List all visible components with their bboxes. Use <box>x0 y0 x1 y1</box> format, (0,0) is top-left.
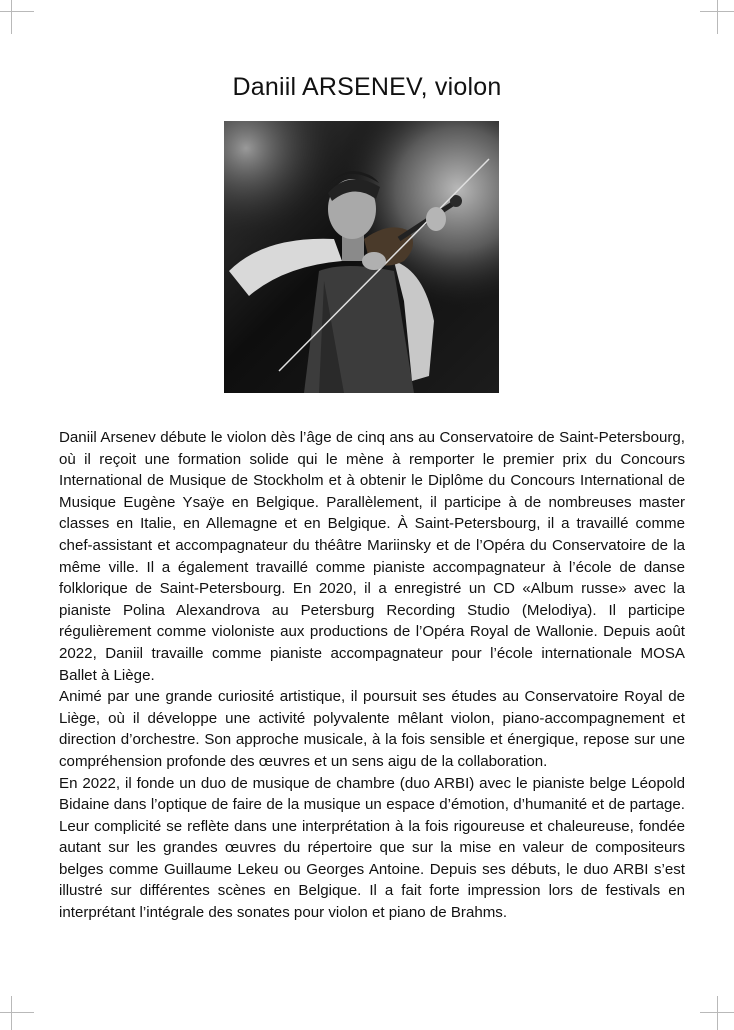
bio-paragraph: Animé par une grande curiosité artistique, il poursuit ses études au Conservatoire Royal de Liège, où il développe une activité polyvalente mêlant violon, piano-accompagnement et direction d’orchestre. Son approche musicale, à la fois sensible et énergique, repose sur une compréhension profonde des œuvres et un sens aigu de la collaboration. <box>59 688 685 770</box>
crop-mark-bottom-left <box>11 996 12 1030</box>
violinist-photo <box>224 121 499 393</box>
bio-paragraph: En 2022, il fonde un duo de musique de chambre (duo ARBI) avec le pianiste belge Léopold Bidaine dans l’optique de faire de la musique un espace d’émotion, d’humanité et de partage. Leur complicité se reflète dans une interprétation à la fois rigoureuse et chaleureuse, fondée autant sur les grandes œuvres du répertoire que sur la mise en valeur de compositeurs belges comme Guillaume Lekeu ou Georges Antoine. Depuis ses débuts, le duo ARBI s’est illustré sur différentes scènes en Belgique. Il a fait forte impression lors de festivals en interprétant l’intégrale des sonates pour violon et piano de Brahms. <box>59 774 685 922</box>
crop-mark-top-right <box>717 0 718 34</box>
biography-text <box>59 427 685 924</box>
crop-mark-bottom-left <box>0 1012 34 1013</box>
crop-mark-top-left <box>11 0 12 34</box>
page-title: Daniil ARSENEV, violon <box>232 72 502 101</box>
crop-mark-top-left <box>0 11 34 12</box>
bio-paragraph: Daniil Arsenev débute le violon dès l’âge de cinq ans au Conservatoire de Saint-Petersbourg, où il reçoit une formation solide qui le mène à remporter le premier prix du Concours International de Musique de Stockholm et à obtenir le Diplôme du Concours International de Musique Eugène Ysaÿe en Belgique. Parallèlement, il participe à de nombreuses master classes en Italie, en Allemagne et en Belgique. À Saint-Petersbourg, il a travaillé comme chef-assistant et accompagnateur du théâtre Mariinsky et de l’Opéra du Conservatoire de la même ville. Il a également travaillé comme pianiste accompagnateur à l’école de danse folklorique de Saint-Petersbourg. En 2020, il a enregistré un CD «Album russe» avec la pianiste Polina Alexandrova au Petersburg Recording Studio (Melodiya). Il participe régulièrement comme violoniste aux productions de l’Opéra Royal de Wallonie. Depuis août 2022, Daniil travaille comme pianiste accompagnateur pour l’école internationale MOSA Ballet à Liège. <box>59 429 685 684</box>
crop-mark-bottom-right <box>717 996 718 1030</box>
